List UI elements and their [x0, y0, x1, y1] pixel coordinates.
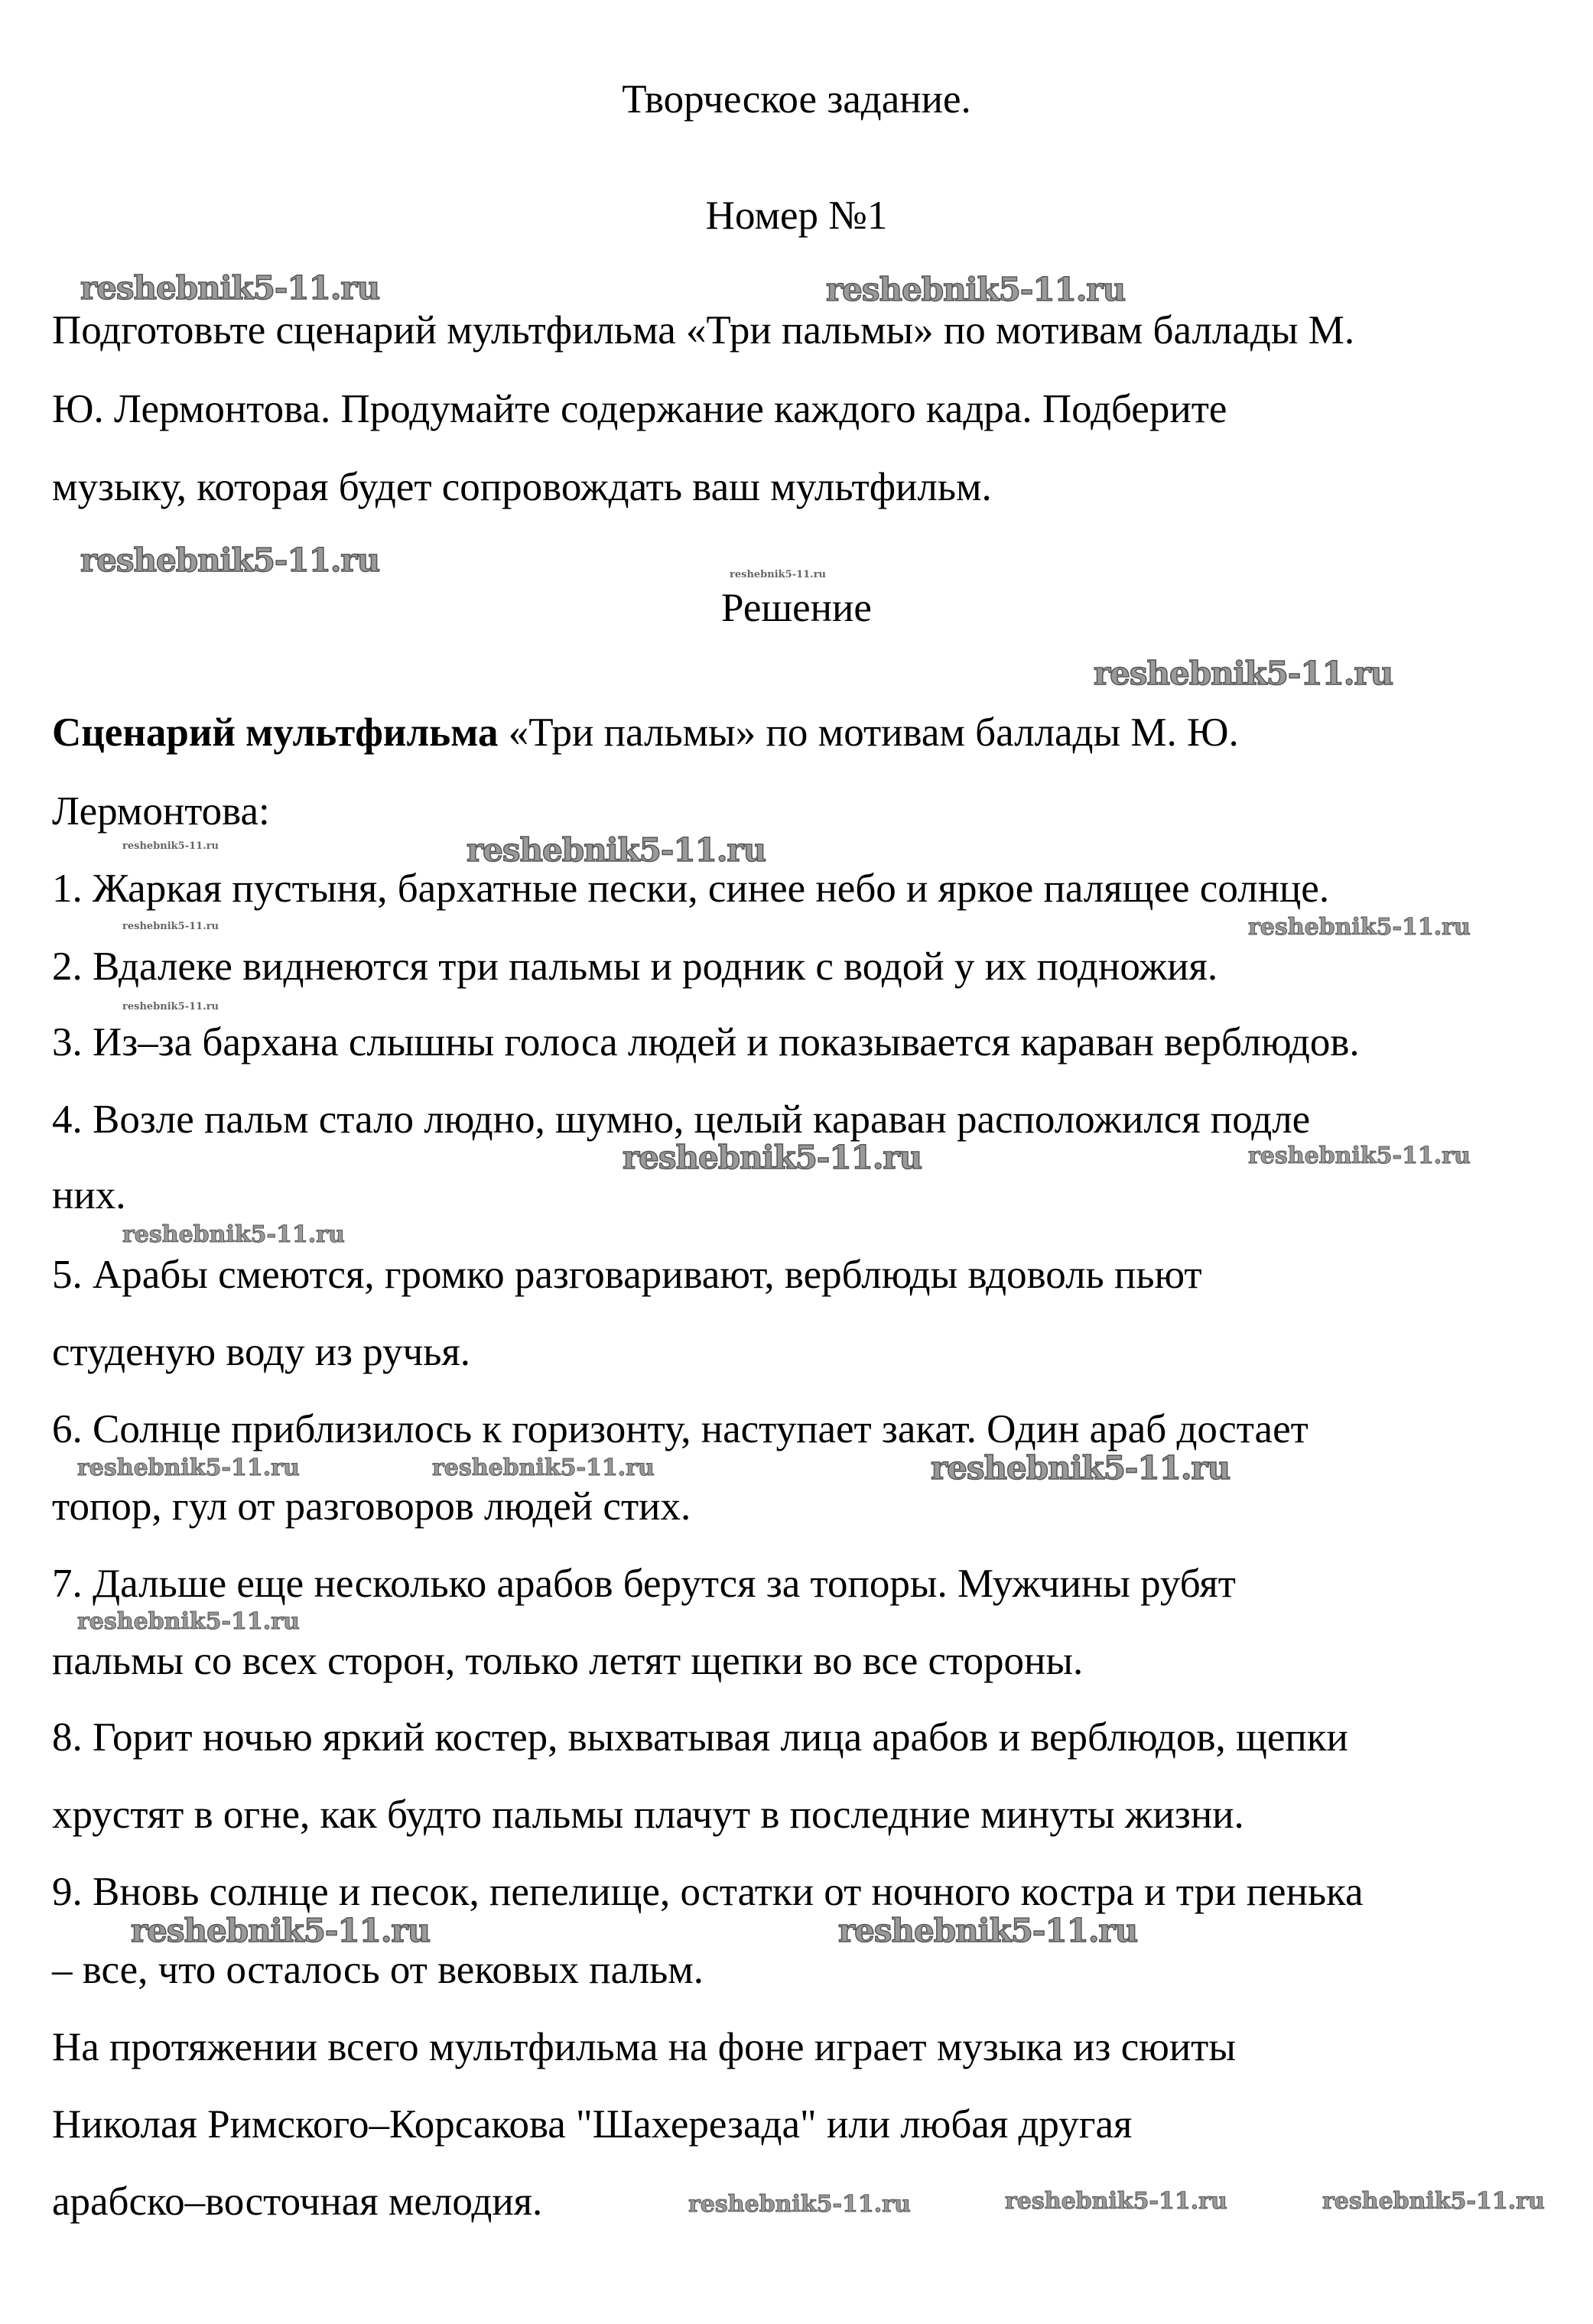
watermark: reshebnik5-11.ru: [1248, 1142, 1471, 1169]
watermark: reshebnik5-11.ru: [730, 569, 827, 580]
scene-line: пальмы со всех сторон, только летят щепки во все стороны.: [52, 1639, 1084, 1683]
scene-line: топор, гул от разговоров людей стих.: [52, 1484, 691, 1529]
watermark: reshebnik5-11.ru: [432, 1455, 655, 1481]
scene-line: хрустят в огне, как будто пальмы плачут в последние минуты жизни.: [52, 1793, 1244, 1837]
scene-line: 6. Солнце приблизилось к горизонту, наступает закат. Один араб достает: [52, 1407, 1309, 1451]
solution-intro: [52, 712, 1239, 753]
watermark: reshebnik5-11.ru: [931, 1449, 1231, 1487]
watermark: reshebnik5-11.ru: [826, 271, 1126, 308]
watermark: reshebnik5-11.ru: [838, 1912, 1138, 1949]
watermark: reshebnik5-11.ru: [688, 2191, 911, 2218]
watermark: reshebnik5-11.ru: [1322, 2188, 1545, 2215]
music-line: Николая Римского–Корсакова "Шахерезада" или любая другая: [52, 2102, 1133, 2147]
task-text-line: Ю. Лермонтова. Продумайте содержание каждого кадра. Подберите: [52, 387, 1227, 431]
solution-intro-bold: Сценарий мультфильма: [52, 710, 499, 755]
scene-line: 4. Возле пальм стало людно, шумно, целый караван расположился подле: [52, 1097, 1311, 1142]
watermark: reshebnik5-11.ru: [122, 921, 219, 932]
watermark: reshebnik5-11.ru: [1094, 655, 1393, 692]
task-text-line: Подготовьте сценарий мультфильма «Три пальмы» по мотивам баллады М.: [52, 308, 1355, 353]
watermark: reshebnik5-11.ru: [467, 831, 766, 869]
scene-line: 8. Горит ночью яркий костер, выхватывая лица арабов и верблюдов, щепки: [52, 1715, 1348, 1760]
watermark: reshebnik5-11.ru: [122, 1001, 219, 1012]
watermark: reshebnik5-11.ru: [77, 1455, 300, 1481]
scene-line: 3. Из–за бархана слышны голоса людей и показывается караван верблюдов.: [52, 1020, 1360, 1064]
scene-line: них.: [52, 1173, 126, 1217]
solution-intro-line2: Лермонтова:: [52, 789, 270, 834]
watermark: reshebnik5-11.ru: [122, 840, 219, 852]
watermark: reshebnik5-11.ru: [122, 1221, 345, 1248]
music-line: На протяжении всего мультфильма на фоне играет музыка из сюиты: [52, 2025, 1236, 2069]
watermark: reshebnik5-11.ru: [1005, 2188, 1227, 2215]
scene-line: – все, что осталось от вековых пальм.: [52, 1948, 704, 1992]
watermark: reshebnik5-11.ru: [80, 541, 380, 579]
task-text-line: музыку, которая будет сопровождать ваш мультфильм.: [52, 465, 992, 509]
scene-line: 9. Вновь солнце и песок, пепелище, остатки от ночного костра и три пенька: [52, 1870, 1364, 1914]
scene-line: 1. Жаркая пустыня, бархатные пески, синее небо и яркое палящее солнце.: [52, 866, 1330, 911]
scene-line: студеную воду из ручья.: [52, 1330, 471, 1374]
scene-line: 2. Вдалеке виднеются три пальмы и родник с водой у их подножия.: [52, 944, 1218, 989]
scene-line: 7. Дальше еще несколько арабов берутся за топоры. Мужчины рубят: [52, 1562, 1236, 1606]
solution-intro-rest: «Три пальмы» по мотивам баллады М. Ю.: [498, 710, 1239, 755]
watermark: reshebnik5-11.ru: [77, 1608, 300, 1635]
watermark: reshebnik5-11.ru: [131, 1912, 431, 1949]
music-line: арабско–восточная мелодия.: [52, 2179, 543, 2224]
watermark: reshebnik5-11.ru: [1248, 914, 1471, 941]
watermark: reshebnik5-11.ru: [623, 1139, 922, 1176]
scene-line: 5. Арабы смеются, громко разговаривают, верблюды вдоволь пьют: [52, 1253, 1202, 1297]
watermark: reshebnik5-11.ru: [80, 269, 380, 307]
task-number: Номер №1: [705, 193, 888, 238]
solution-heading: Решение: [721, 586, 872, 630]
page-title: Творческое задание.: [622, 77, 971, 122]
